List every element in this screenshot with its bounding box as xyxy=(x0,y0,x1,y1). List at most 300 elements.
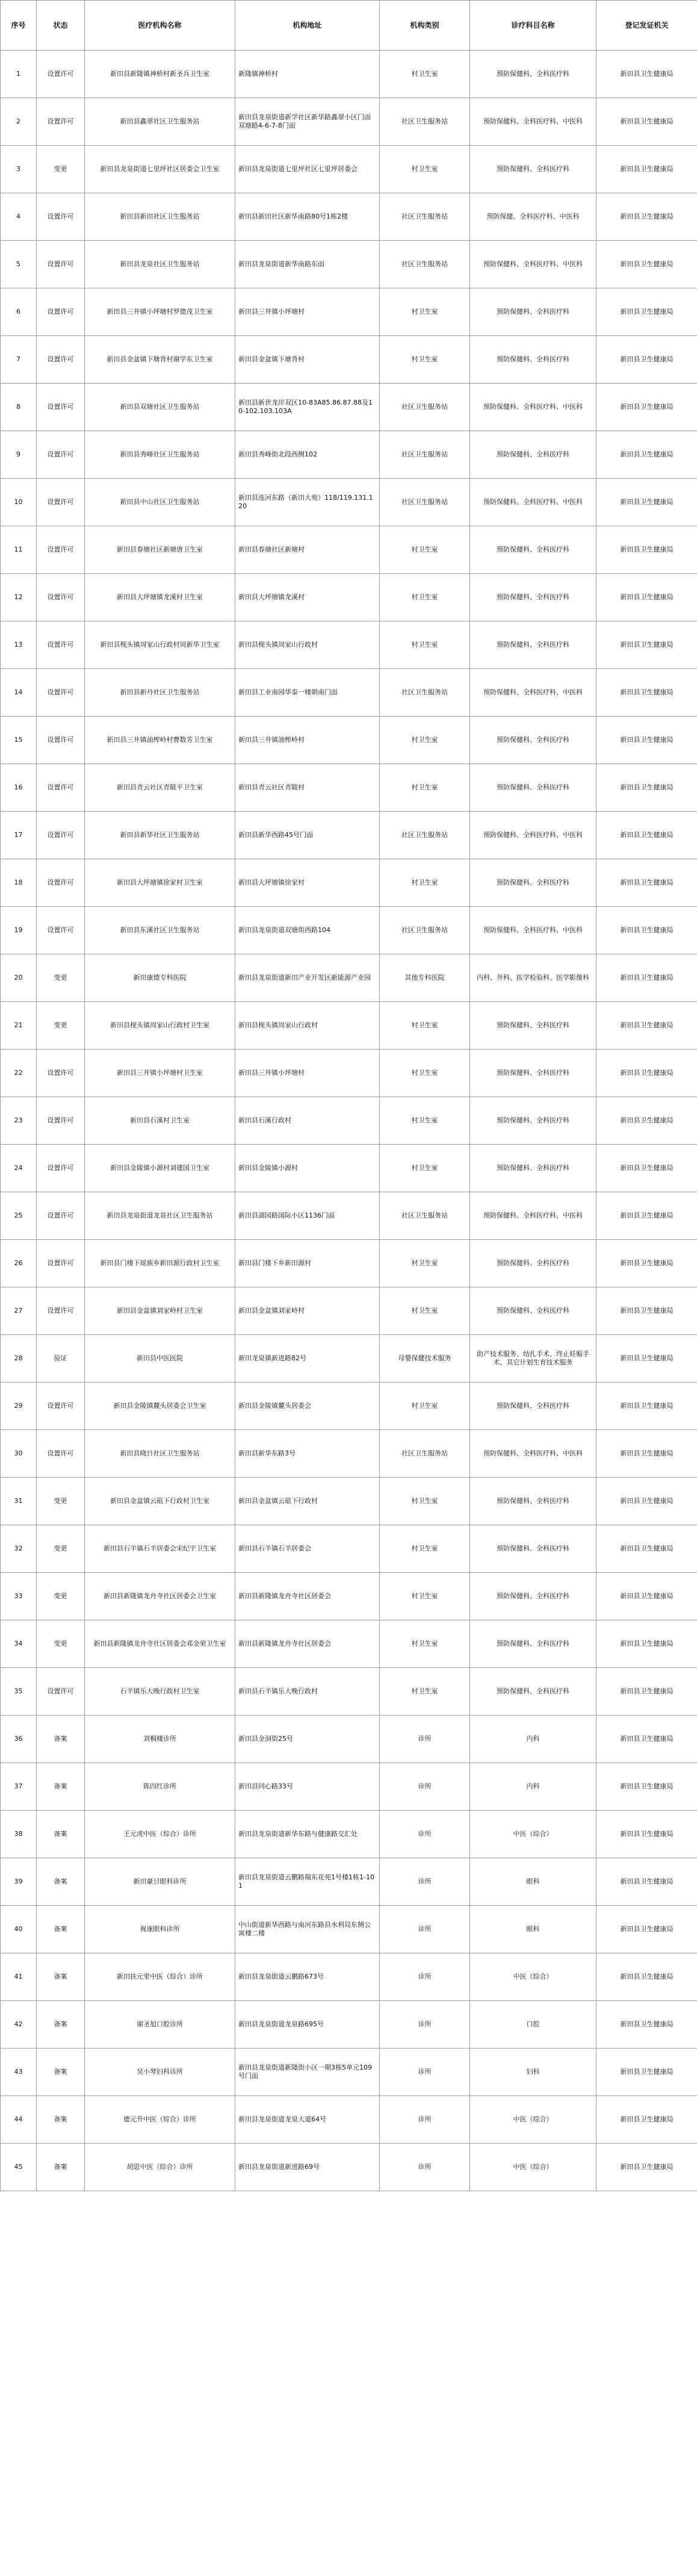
cell-status: 设置许可 xyxy=(37,1192,85,1240)
cell-status: 设置许可 xyxy=(37,384,85,431)
cell-no: 2 xyxy=(1,98,37,146)
table-row xyxy=(1,384,697,431)
cell-name: 新田县秀峰社区卫生服务站 xyxy=(85,431,235,479)
cell-type: 其他专科医院 xyxy=(380,954,470,1002)
cell-authority: 新田县卫生健康局 xyxy=(596,1192,697,1240)
cell-subjects: 预防保健科、全科医疗科 xyxy=(470,526,596,574)
cell-type: 社区卫生服务站 xyxy=(380,384,470,431)
cell-no: 29 xyxy=(1,1383,37,1430)
cell-authority: 新田县卫生健康局 xyxy=(596,1430,697,1478)
table-row xyxy=(1,2001,697,2049)
table-row xyxy=(1,812,697,859)
cell-no: 17 xyxy=(1,812,37,859)
cell-status: 备案 xyxy=(37,1858,85,1906)
cell-name: 新田县门楼下瑶族乡新田源行政村卫生室 xyxy=(85,1240,235,1287)
cell-address: 新田县新世龙岸双区10-83A85.86.87.88及10-102.103.103A xyxy=(235,384,380,431)
cell-address: 新田县龙泉街道云鹏路瑞东花苑1号楼1栋1-101 xyxy=(235,1858,380,1906)
cell-status: 验证 xyxy=(37,1335,85,1383)
cell-address: 新田县金陵镇小源村 xyxy=(235,1145,380,1192)
cell-name: 新田县双塘社区卫生服务站 xyxy=(85,384,235,431)
cell-authority: 新田县卫生健康局 xyxy=(596,2049,697,2096)
cell-subjects: 内科、外科、医学检验科、医学影像科 xyxy=(470,954,596,1002)
table-row xyxy=(1,193,697,241)
cell-name: 视康眼科诊所 xyxy=(85,1906,235,1953)
cell-status: 设置许可 xyxy=(37,336,85,384)
cell-authority: 新田县卫生健康局 xyxy=(596,859,697,907)
cell-name: 新田县石羊镇石羊居委会宋纪宇卫生室 xyxy=(85,1525,235,1573)
cell-name: 石羊镇乐大晚行政村卫生室 xyxy=(85,1668,235,1716)
cell-name: 新田县金盆镇刘家岭村卫生室 xyxy=(85,1287,235,1335)
cell-address: 新田县龙泉街道龙泉路695号 xyxy=(235,2001,380,2049)
cell-name: 新田县中医医院 xyxy=(85,1335,235,1383)
cell-no: 41 xyxy=(1,1953,37,2001)
cell-authority: 新田县卫生健康局 xyxy=(596,2096,697,2144)
cell-no: 9 xyxy=(1,431,37,479)
cell-subjects: 预防保健科、全科医疗科 xyxy=(470,1240,596,1287)
table-row xyxy=(1,717,697,764)
cell-no: 31 xyxy=(1,1478,37,1525)
cell-authority: 新田县卫生健康局 xyxy=(596,669,697,717)
cell-authority: 新田县卫生健康局 xyxy=(596,2001,697,2049)
cell-no: 10 xyxy=(1,479,37,526)
cell-status: 变更 xyxy=(37,1620,85,1668)
cell-status: 设置许可 xyxy=(37,1145,85,1192)
table-row xyxy=(1,907,697,954)
cell-address: 新隆镇神桥村 xyxy=(235,51,380,98)
cell-no: 16 xyxy=(1,764,37,812)
table-row xyxy=(1,1192,697,1240)
cell-type: 诊所 xyxy=(380,2049,470,2096)
cell-status: 设置许可 xyxy=(37,288,85,336)
cell-type: 诊所 xyxy=(380,2144,470,2191)
cell-authority: 新田县卫生健康局 xyxy=(596,1383,697,1430)
cell-type: 社区卫生服务站 xyxy=(380,479,470,526)
cell-subjects: 预防保健科、全科医疗科、中医科 xyxy=(470,1192,596,1240)
cell-authority: 新田县卫生健康局 xyxy=(596,1335,697,1383)
cell-authority: 新田县卫生健康局 xyxy=(596,1240,697,1287)
table-row xyxy=(1,288,697,336)
table-row xyxy=(1,764,697,812)
cell-type: 村卫生室 xyxy=(380,1573,470,1620)
cell-no: 35 xyxy=(1,1668,37,1716)
cell-subjects: 预防保健科、全科医疗科、中医科 xyxy=(470,241,596,288)
cell-type: 村卫生室 xyxy=(380,51,470,98)
cell-authority: 新田县卫生健康局 xyxy=(596,907,697,954)
cell-address: 新田县湖园路国际小区1136门面 xyxy=(235,1192,380,1240)
cell-no: 8 xyxy=(1,384,37,431)
cell-no: 34 xyxy=(1,1620,37,1668)
cell-name: 新田县金盆镇下塘背村谢学东卫生室 xyxy=(85,336,235,384)
cell-address: 新田县龙泉街道新华东路与健康路交汇处 xyxy=(235,1811,380,1858)
header-name: 医疗机构名称 xyxy=(85,1,235,51)
cell-address: 新田县枧头镇周家山行政村 xyxy=(235,621,380,669)
table-row xyxy=(1,2144,697,2191)
cell-no: 19 xyxy=(1,907,37,954)
cell-no: 23 xyxy=(1,1097,37,1145)
cell-name: 胡思中医（综合）诊所 xyxy=(85,2144,235,2191)
cell-subjects: 预防保健科、全科医疗科 xyxy=(470,1620,596,1668)
cell-no: 44 xyxy=(1,2096,37,2144)
cell-authority: 新田县卫生健康局 xyxy=(596,1525,697,1573)
table-row xyxy=(1,1097,697,1145)
cell-address: 新田县金盆镇云砠下行政村 xyxy=(235,1478,380,1525)
cell-address: 新田县石羊镇石羊居委会 xyxy=(235,1525,380,1573)
table-row xyxy=(1,1478,697,1525)
cell-type: 社区卫生服务站 xyxy=(380,431,470,479)
cell-authority: 新田县卫生健康局 xyxy=(596,717,697,764)
cell-type: 社区卫生服务站 xyxy=(380,907,470,954)
cell-type: 社区卫生服务站 xyxy=(380,98,470,146)
cell-no: 45 xyxy=(1,2144,37,2191)
table-row xyxy=(1,1383,697,1430)
table-row xyxy=(1,1573,697,1620)
cell-name: 新田县新隆镇神桥村新圣兵卫生室 xyxy=(85,51,235,98)
cell-subjects: 预防保健科、全科医疗科、中医科 xyxy=(470,812,596,859)
cell-subjects: 预防保健科、全科医疗科 xyxy=(470,1097,596,1145)
cell-name: 新田县青云社区青陂平卫生室 xyxy=(85,764,235,812)
cell-type: 村卫生室 xyxy=(380,859,470,907)
cell-name: 新田县龙泉街道龙泉社区卫生服务站 xyxy=(85,1192,235,1240)
cell-authority: 新田县卫生健康局 xyxy=(596,526,697,574)
cell-authority: 新田县卫生健康局 xyxy=(596,1620,697,1668)
cell-authority: 新田县卫生健康局 xyxy=(596,1145,697,1192)
cell-name: 新田豪目眼科诊所 xyxy=(85,1858,235,1906)
table-row xyxy=(1,2049,697,2096)
table-row xyxy=(1,336,697,384)
cell-address: 新田县金盆镇下塘背村 xyxy=(235,336,380,384)
cell-status: 备案 xyxy=(37,1811,85,1858)
table-row xyxy=(1,51,697,98)
cell-authority: 新田县卫生健康局 xyxy=(596,241,697,288)
cell-status: 设置许可 xyxy=(37,526,85,574)
cell-address: 新田县龙泉街道新学社区新华路鑫翠小区门面双塘路4-6-7-8门面 xyxy=(235,98,380,146)
cell-authority: 新田县卫生健康局 xyxy=(596,1573,697,1620)
cell-status: 备案 xyxy=(37,2096,85,2144)
cell-name: 新田县三井镇油榨岭村曹数芳卫生室 xyxy=(85,717,235,764)
header-address: 机构地址 xyxy=(235,1,380,51)
table-row xyxy=(1,98,697,146)
table-row xyxy=(1,241,697,288)
cell-no: 22 xyxy=(1,1050,37,1097)
cell-name: 新田县新隆镇龙舟寺社区居委会卫生室 xyxy=(85,1573,235,1620)
cell-subjects: 预防保健科、全科医疗科 xyxy=(470,1668,596,1716)
header-subjects: 诊疗科目名称 xyxy=(470,1,596,51)
cell-address: 新田县连河东路（新田大苑）118/119.131.120 xyxy=(235,479,380,526)
cell-name: 谢圣旭口腔诊所 xyxy=(85,2001,235,2049)
cell-no: 6 xyxy=(1,288,37,336)
cell-subjects: 眼科 xyxy=(470,1858,596,1906)
cell-address: 新田县龙泉街道七里坪社区七里坪居委会 xyxy=(235,146,380,193)
cell-type: 诊所 xyxy=(380,1763,470,1811)
cell-type: 村卫生室 xyxy=(380,1050,470,1097)
table-row xyxy=(1,1906,697,1953)
cell-status: 设置许可 xyxy=(37,717,85,764)
cell-no: 27 xyxy=(1,1287,37,1335)
table-row xyxy=(1,431,697,479)
cell-name: 新田康德专科医院 xyxy=(85,954,235,1002)
cell-name: 新田县金盆镇云砠下行政村卫生室 xyxy=(85,1478,235,1525)
cell-no: 11 xyxy=(1,526,37,574)
cell-status: 备案 xyxy=(37,1763,85,1811)
cell-status: 设置许可 xyxy=(37,1050,85,1097)
cell-address: 新田县金陵镇麓头居委会 xyxy=(235,1383,380,1430)
table-row xyxy=(1,859,697,907)
cell-type: 村卫生室 xyxy=(380,288,470,336)
table-row xyxy=(1,1716,697,1763)
cell-address: 新田县金洞街25号 xyxy=(235,1716,380,1763)
cell-address: 新田县石羊镇乐大晚行政村 xyxy=(235,1668,380,1716)
cell-name: 新田县大坪塘镇徐家村卫生室 xyxy=(85,859,235,907)
cell-type: 村卫生室 xyxy=(380,1525,470,1573)
table-row xyxy=(1,479,697,526)
cell-authority: 新田县卫生健康局 xyxy=(596,1668,697,1716)
cell-subjects: 预防保健科、全科医疗科 xyxy=(470,1287,596,1335)
cell-address: 新田县龙泉街道新田产业开发区新能源产业园 xyxy=(235,954,380,1002)
cell-authority: 新田县卫生健康局 xyxy=(596,1858,697,1906)
cell-no: 28 xyxy=(1,1335,37,1383)
cell-status: 备案 xyxy=(37,2144,85,2191)
cell-name: 新田县晓日社区卫生服务站 xyxy=(85,1430,235,1478)
cell-no: 38 xyxy=(1,1811,37,1858)
cell-subjects: 预防保健科、全科医疗科 xyxy=(470,1478,596,1525)
table-row xyxy=(1,1335,697,1383)
cell-authority: 新田县卫生健康局 xyxy=(596,193,697,241)
table-row xyxy=(1,1668,697,1716)
cell-status: 设置许可 xyxy=(37,1097,85,1145)
cell-type: 村卫生室 xyxy=(380,1620,470,1668)
cell-authority: 新田县卫生健康局 xyxy=(596,1478,697,1525)
cell-address: 新田县龙泉街道新华南路东面 xyxy=(235,241,380,288)
table-row xyxy=(1,1240,697,1287)
cell-type: 村卫生室 xyxy=(380,1383,470,1430)
table-row xyxy=(1,954,697,1002)
cell-subjects: 助产技术服务、结扎手术、终止妊娠手术、其它计划生育技术服务 xyxy=(470,1335,596,1383)
cell-subjects: 预防保健科、全科医疗科 xyxy=(470,1050,596,1097)
cell-name: 新田县新华社区卫生服务站 xyxy=(85,812,235,859)
cell-name: 德元升中医（综合）诊所 xyxy=(85,2096,235,2144)
cell-no: 18 xyxy=(1,859,37,907)
cell-address: 新田县青云社区青陂村 xyxy=(235,764,380,812)
cell-no: 43 xyxy=(1,2049,37,2096)
cell-type: 社区卫生服务站 xyxy=(380,1192,470,1240)
cell-authority: 新田县卫生健康局 xyxy=(596,1002,697,1050)
cell-status: 设置许可 xyxy=(37,1383,85,1430)
table-row xyxy=(1,574,697,621)
table-row xyxy=(1,1620,697,1668)
cell-type: 村卫生室 xyxy=(380,621,470,669)
cell-authority: 新田县卫生健康局 xyxy=(596,51,697,98)
cell-authority: 新田县卫生健康局 xyxy=(596,1906,697,1953)
cell-type: 社区卫生服务站 xyxy=(380,669,470,717)
cell-status: 设置许可 xyxy=(37,1668,85,1716)
cell-no: 33 xyxy=(1,1573,37,1620)
cell-type: 村卫生室 xyxy=(380,146,470,193)
cell-address: 新田县龙泉街道新进路69号 xyxy=(235,2144,380,2191)
cell-type: 社区卫生服务站 xyxy=(380,1430,470,1478)
cell-type: 社区卫生服务站 xyxy=(380,193,470,241)
cell-subjects: 预防保健科、全科医疗科、中医科 xyxy=(470,384,596,431)
cell-address: 新田县工业南园华泰一楼朝南门面 xyxy=(235,669,380,717)
cell-subjects: 妇科 xyxy=(470,2049,596,2096)
cell-name: 新田县枧头镇周家山行政村周新华卫生室 xyxy=(85,621,235,669)
cell-subjects: 预防保健科、全科医疗科 xyxy=(470,1573,596,1620)
table-row xyxy=(1,1858,697,1906)
cell-address: 新田县龙泉街道新隆街小区一期3栋5单元109号门面 xyxy=(235,2049,380,2096)
cell-subjects: 预防保健科、全科医疗科 xyxy=(470,1383,596,1430)
cell-status: 设置许可 xyxy=(37,859,85,907)
cell-name: 新田县新丹社区卫生服务站 xyxy=(85,669,235,717)
cell-type: 诊所 xyxy=(380,1716,470,1763)
cell-name: 新田县石溪村卫生室 xyxy=(85,1097,235,1145)
cell-type: 诊所 xyxy=(380,1906,470,1953)
cell-type: 村卫生室 xyxy=(380,574,470,621)
cell-subjects: 预防保健科、全科医疗科 xyxy=(470,336,596,384)
cell-address: 新田县枧头镇周家山行政村 xyxy=(235,1002,380,1050)
cell-subjects: 预防保健科、全科医疗科 xyxy=(470,1002,596,1050)
cell-subjects: 预防保健科、全科医疗科 xyxy=(470,431,596,479)
header-no: 序号 xyxy=(1,1,37,51)
cell-address: 新田县大坪塘镇龙溪村 xyxy=(235,574,380,621)
cell-status: 设置许可 xyxy=(37,764,85,812)
table-row xyxy=(1,1953,697,2001)
cell-type: 村卫生室 xyxy=(380,1145,470,1192)
cell-authority: 新田县卫生健康局 xyxy=(596,384,697,431)
cell-type: 村卫生室 xyxy=(380,1287,470,1335)
cell-type: 村卫生室 xyxy=(380,1002,470,1050)
cell-address: 新田龙泉镇新进路82号 xyxy=(235,1335,380,1383)
cell-name: 新田县金陵镇麓头居委会卫生室 xyxy=(85,1383,235,1430)
cell-status: 设置许可 xyxy=(37,193,85,241)
table-row xyxy=(1,526,697,574)
cell-name: 新田县东溪社区卫生服务站 xyxy=(85,907,235,954)
cell-no: 21 xyxy=(1,1002,37,1050)
cell-address: 新田县新隆镇龙舟寺社区居委会 xyxy=(235,1620,380,1668)
cell-authority: 新田县卫生健康局 xyxy=(596,1716,697,1763)
cell-authority: 新田县卫生健康局 xyxy=(596,2144,697,2191)
cell-subjects: 中医（综合） xyxy=(470,1953,596,2001)
cell-address: 新田县门楼下乡新田源村 xyxy=(235,1240,380,1287)
cell-address: 新田县春塘社区新塘村 xyxy=(235,526,380,574)
cell-authority: 新田县卫生健康局 xyxy=(596,288,697,336)
cell-authority: 新田县卫生健康局 xyxy=(596,479,697,526)
cell-subjects: 口腔 xyxy=(470,2001,596,2049)
cell-address: 新田县新华东路3号 xyxy=(235,1430,380,1478)
cell-subjects: 预防保健科、全科医疗科、中医科 xyxy=(470,1430,596,1478)
cell-type: 村卫生室 xyxy=(380,1478,470,1525)
cell-name: 新田县中山社区卫生服务站 xyxy=(85,479,235,526)
cell-address: 新田县三井镇小坪塘村 xyxy=(235,1050,380,1097)
table-row xyxy=(1,1145,697,1192)
cell-status: 设置许可 xyxy=(37,431,85,479)
cell-type: 诊所 xyxy=(380,2001,470,2049)
cell-type: 社区卫生服务站 xyxy=(380,241,470,288)
cell-status: 设置许可 xyxy=(37,1430,85,1478)
cell-name: 新田县龙泉街道七里坪社区居委会卫生室 xyxy=(85,146,235,193)
cell-no: 37 xyxy=(1,1763,37,1811)
cell-subjects: 内科 xyxy=(470,1716,596,1763)
cell-status: 设置许可 xyxy=(37,907,85,954)
cell-authority: 新田县卫生健康局 xyxy=(596,1097,697,1145)
cell-type: 母婴保健技术服务 xyxy=(380,1335,470,1383)
cell-name: 新田县龙泉社区卫生服务站 xyxy=(85,241,235,288)
cell-no: 5 xyxy=(1,241,37,288)
cell-type: 诊所 xyxy=(380,1811,470,1858)
cell-subjects: 预防保健科、全科医疗科 xyxy=(470,764,596,812)
cell-status: 设置许可 xyxy=(37,1240,85,1287)
cell-name: 刘桐楼诊所 xyxy=(85,1716,235,1763)
cell-address: 新田县秀峰街北段西侧102 xyxy=(235,431,380,479)
cell-type: 村卫生室 xyxy=(380,1097,470,1145)
table-row xyxy=(1,1763,697,1811)
cell-authority: 新田县卫生健康局 xyxy=(596,146,697,193)
table-row xyxy=(1,1525,697,1573)
cell-subjects: 预防保健科、全科医疗科、中医科 xyxy=(470,669,596,717)
cell-type: 村卫生室 xyxy=(380,764,470,812)
cell-status: 设置许可 xyxy=(37,241,85,288)
cell-subjects: 预防保健科、全科医疗科 xyxy=(470,859,596,907)
cell-name: 新田扶元堂中医（综合）诊所 xyxy=(85,1953,235,2001)
cell-name: 新田县新隆镇龙舟寺社区居委会邓金荣卫生室 xyxy=(85,1620,235,1668)
table-row xyxy=(1,669,697,717)
cell-no: 4 xyxy=(1,193,37,241)
cell-subjects: 内科 xyxy=(470,1763,596,1811)
cell-authority: 新田县卫生健康局 xyxy=(596,1763,697,1811)
table-row xyxy=(1,2096,697,2144)
cell-address: 新田县新田社区新华南路80号1栋2楼 xyxy=(235,193,380,241)
cell-subjects: 预防保健科、全科医疗科 xyxy=(470,621,596,669)
header-type: 机构类别 xyxy=(380,1,470,51)
cell-status: 设置许可 xyxy=(37,669,85,717)
cell-status: 变更 xyxy=(37,1573,85,1620)
cell-status: 备案 xyxy=(37,1953,85,2001)
cell-type: 诊所 xyxy=(380,1953,470,2001)
cell-no: 26 xyxy=(1,1240,37,1287)
cell-authority: 新田县卫生健康局 xyxy=(596,764,697,812)
cell-name: 新田县鑫翠社区卫生服务站 xyxy=(85,98,235,146)
cell-subjects: 中医（综合） xyxy=(470,2144,596,2191)
cell-address: 新田县大坪塘镇徐家村 xyxy=(235,859,380,907)
cell-authority: 新田县卫生健康局 xyxy=(596,431,697,479)
cell-authority: 新田县卫生健康局 xyxy=(596,336,697,384)
cell-name: 新田县春塘社区新塘唐卫生室 xyxy=(85,526,235,574)
cell-status: 备案 xyxy=(37,1716,85,1763)
cell-subjects: 眼科 xyxy=(470,1906,596,1953)
cell-subjects: 预防保健科、全科医疗科、中医科 xyxy=(470,479,596,526)
header-authority: 登记发证机关 xyxy=(596,1,697,51)
table-row xyxy=(1,1287,697,1335)
cell-no: 24 xyxy=(1,1145,37,1192)
cell-subjects: 预防保健科、全科医疗科 xyxy=(470,717,596,764)
cell-status: 设置许可 xyxy=(37,1287,85,1335)
cell-address: 新田县金盆镇刘家岭村 xyxy=(235,1287,380,1335)
cell-name: 新田县三井镇小坪塘村罗德茂卫生室 xyxy=(85,288,235,336)
cell-status: 变更 xyxy=(37,1478,85,1525)
cell-no: 39 xyxy=(1,1858,37,1906)
cell-authority: 新田县卫生健康局 xyxy=(596,574,697,621)
cell-subjects: 中医（综合） xyxy=(470,1811,596,1858)
cell-no: 15 xyxy=(1,717,37,764)
cell-subjects: 预防保健科、全科医疗科、中医科 xyxy=(470,907,596,954)
cell-no: 42 xyxy=(1,2001,37,2049)
cell-no: 13 xyxy=(1,621,37,669)
cell-subjects: 预防保健、全科医疗科、中医科 xyxy=(470,193,596,241)
cell-subjects: 预防保健科、全科医疗科、中医科 xyxy=(470,98,596,146)
cell-status: 设置许可 xyxy=(37,98,85,146)
cell-no: 25 xyxy=(1,1192,37,1240)
cell-no: 1 xyxy=(1,51,37,98)
cell-authority: 新田县卫生健康局 xyxy=(596,1287,697,1335)
cell-subjects: 预防保健科、全科医疗科 xyxy=(470,1145,596,1192)
